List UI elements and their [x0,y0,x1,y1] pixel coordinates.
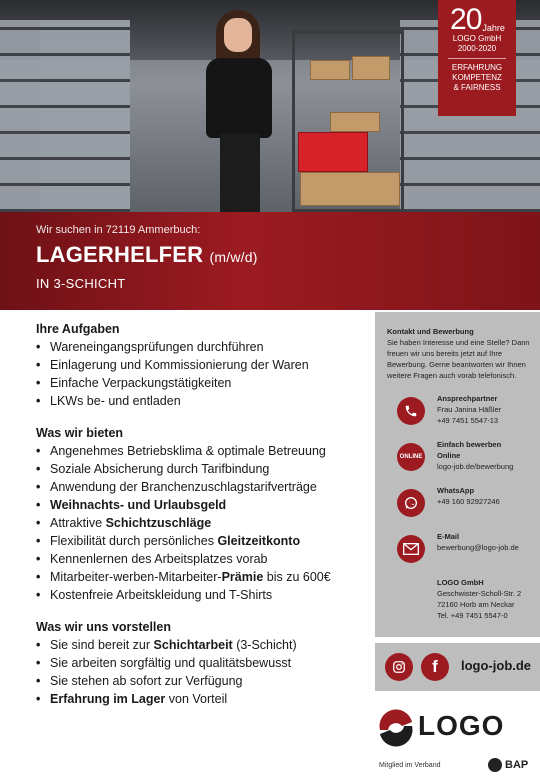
contact-email[interactable] [387,531,530,569]
address-tel: Tel. +49 7451 5547-0 [437,611,508,620]
phone-icon [397,397,425,425]
contact-sidebar [375,312,540,637]
job-shift: IN 3-SCHICHT [36,276,126,291]
list-item: • Erfahrung im Lager von Vorteil [36,690,366,708]
phone-number[interactable]: +49 7451 5547-13 [437,416,499,425]
online-url[interactable]: logo-job.de/bewerbung [437,462,514,471]
address-city: 72160 Horb am Neckar [437,600,515,609]
list-item: • Angenehmes Betriebsklima & optimale Betreuung [36,442,366,460]
online-label-2: Online [437,451,461,460]
contact-whatsapp[interactable] [387,485,530,523]
facebook-icon[interactable]: f [421,653,449,681]
title-band [0,212,540,310]
social-bar [375,643,540,691]
instagram-icon[interactable] [385,653,413,681]
anniversary-badge [438,0,516,116]
badge-company: LOGO GmbH [452,34,502,43]
expect-heading: Was wir uns vorstellen [36,620,171,634]
company-logo [376,708,536,748]
badge-divider [448,58,506,59]
badge-period: 2000-2020 [457,44,497,53]
company-address [437,577,530,621]
association-name: BAP [505,759,529,771]
hero-photo [0,0,540,212]
association-logo [488,758,528,772]
list-item: • Einlagerung und Kommissionierung der Waren [36,356,366,374]
contact-intro-text: Sie haben Interesse und eine Stelle? Dann freuen wir uns bereits jetzt auf Ihre Bewerbung. Gerne beantworten wir Ihnen weitere Fragen auch vorab telefonisch. [387,338,530,380]
list-item: • Weihnachts- und Urlaubsgeld [36,496,366,514]
list-item: • Soziale Absicherung durch Tarifbindung [36,460,366,478]
contact-intro-title: Kontakt und Bewerbung [387,327,474,336]
list-item: • Kennenlernen des Arbeitsplatzes vorab [36,550,366,568]
contact-phone[interactable] [387,393,530,431]
list-item: • LKWs be- und entladen [36,392,366,410]
carton-box [310,60,350,80]
shelf-rack [40,20,130,212]
list-item: • Sie sind bereit zur Schichtarbeit (3-Schicht) [36,636,366,654]
badge-value: & FAIRNESS [453,83,501,92]
contact-intro [387,326,530,381]
online-label: Einfach bewerben [437,440,502,449]
logo-wordmark: LOGO [418,710,505,741]
list-item: • Sie stehen ab sofort zur Verfügung [36,672,366,690]
carton-box [352,56,390,80]
online-icon: ONLINE [397,443,425,471]
list-item: • Kostenfreie Arbeitskleidung und T-Shirts [36,586,366,604]
phone-label: Ansprechpartner [437,394,498,403]
list-item: • Einfache Verpackungstätigkeiten [36,374,366,392]
badge-value: ERFAHRUNG [451,63,503,72]
website-link[interactable]: logo-job.de [461,658,532,673]
list-item: • Mitarbeiter-werben-Mitarbeiter-Prämie bis zu 600€ [36,568,366,586]
list-item: • Wareneingangsprüfungen durchführen [36,338,366,356]
email-label: E-Mail [437,532,460,541]
address-company: LOGO GmbH [437,578,484,587]
logo-mark-icon [376,708,416,748]
job-title: LAGERHELFER (m/w/d) [36,242,258,267]
address-street: Geschwister-Scholl-Str. 2 [437,589,522,598]
tasks-heading: Ihre Aufgaben [36,322,120,336]
offer-list [36,442,366,604]
expect-list [36,636,366,708]
email-address[interactable]: bewerbung@logo-job.de [437,543,519,552]
employee-figure [200,10,280,212]
job-description [36,322,366,724]
bap-mark-icon [488,758,502,772]
contact-online[interactable] [387,439,530,477]
membership-note: Mitglied im Verband [379,762,441,769]
offer-heading: Was wir bieten [36,426,124,440]
tasks-list [36,338,366,410]
whatsapp-number[interactable]: +49 160 92927246 [437,497,500,506]
whatsapp-icon [397,489,425,517]
list-item: • Anwendung der Branchenzuschlagstarifverträge [36,478,366,496]
red-crate [298,132,368,172]
job-location: Wir suchen in 72119 Ammerbuch: [36,224,201,236]
list-item: • Attraktive Schichtzuschläge [36,514,366,532]
list-item: • Flexibilität durch persönliches Gleitzeitkonto [36,532,366,550]
years-number: $20^{Jahre}$ [450,3,505,36]
phone-contact-name: Frau Janina Häßler [437,405,502,414]
whatsapp-label: WhatsApp [437,486,475,495]
list-item: • Sie arbeiten sorgfältig und qualitätsbewusst [36,654,366,672]
carton-box [330,112,380,132]
badge-value: KOMPETENZ [452,73,502,82]
mail-icon [397,535,425,563]
carton-box [300,172,400,206]
